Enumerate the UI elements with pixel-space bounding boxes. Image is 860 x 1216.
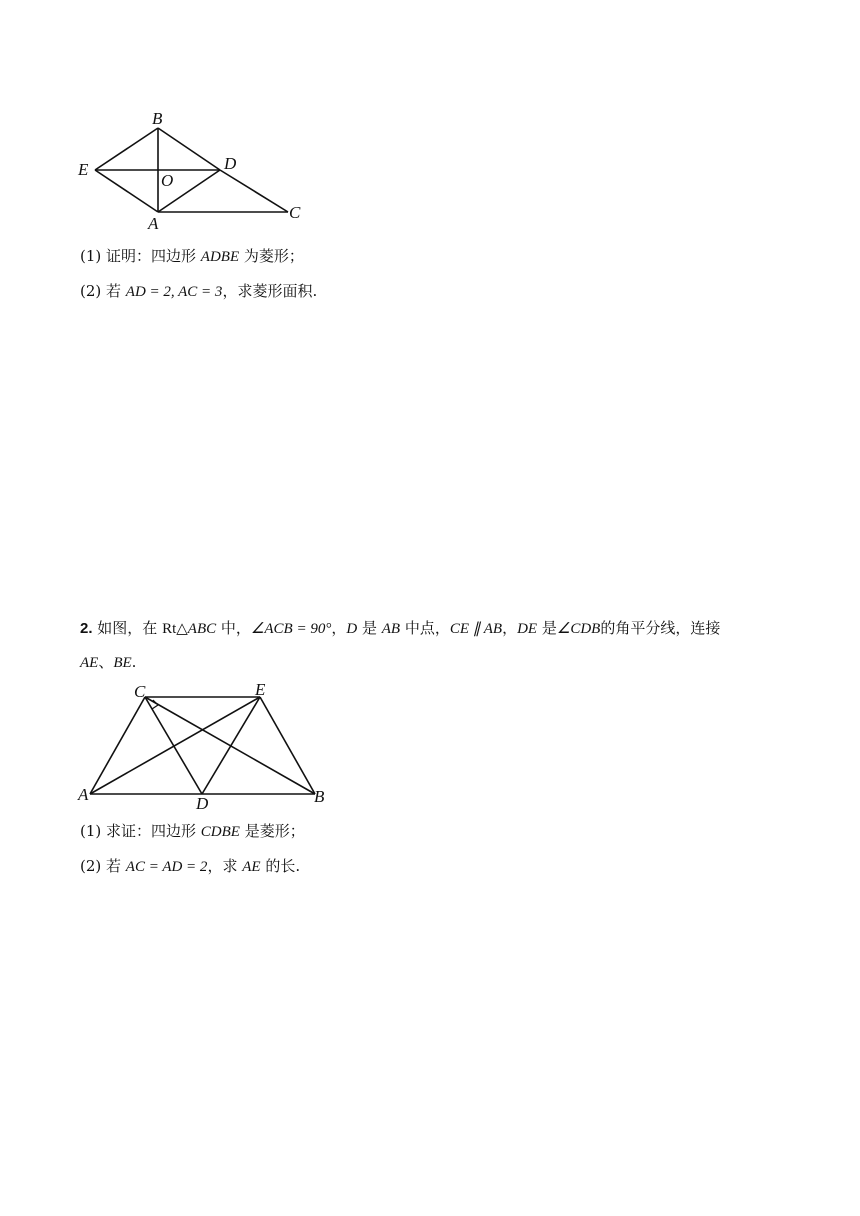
stem-math: AB bbox=[381, 621, 401, 637]
problem1-part2-prefix: (2) 若 bbox=[80, 282, 126, 300]
stem-math: ABC bbox=[187, 621, 217, 637]
stem-text: . bbox=[131, 653, 137, 671]
stem-text: 是 bbox=[537, 619, 557, 637]
label-B: B bbox=[314, 787, 325, 806]
problem1-part2-suffix: ，求菱形面积. bbox=[222, 282, 318, 300]
stem-math: ∠CDB bbox=[556, 621, 601, 637]
problem1-part1-prefix: (1) 证明：四边形 bbox=[80, 247, 201, 265]
label-D: D bbox=[224, 154, 237, 173]
stem-text: 如图，在 bbox=[97, 619, 163, 637]
problem2-part2-math2: AE bbox=[242, 859, 261, 875]
problem2-stem-line2 bbox=[80, 652, 136, 673]
problem2-part2-mid: ，求 bbox=[207, 857, 243, 875]
label-D: D bbox=[196, 794, 209, 813]
segment-EB bbox=[95, 128, 158, 170]
label-A: A bbox=[78, 785, 89, 804]
problem1-part2 bbox=[80, 281, 317, 302]
problem1-part2-math: AD = 2, AC = 3 bbox=[125, 284, 223, 300]
problem2-part2-suffix: 的长. bbox=[260, 857, 301, 875]
segment-AE bbox=[90, 697, 260, 794]
label-O: O bbox=[161, 171, 174, 190]
stem-text: 中， bbox=[216, 619, 251, 637]
label-A: A bbox=[148, 214, 159, 233]
stem-math: DE bbox=[517, 621, 538, 637]
problem1-part1-suffix: 为菱形； bbox=[239, 247, 304, 265]
stem-rt-triangle: Rt△ bbox=[162, 621, 188, 637]
segment-EA bbox=[95, 170, 158, 212]
stem-text: 是 bbox=[357, 619, 382, 637]
segment-CB bbox=[145, 697, 315, 794]
stem-text: 的角平分线，连接 bbox=[600, 619, 721, 637]
stem-text: 、 bbox=[98, 653, 114, 671]
label-E: E bbox=[255, 680, 266, 699]
stem-math: ∠ACB = 90° bbox=[250, 621, 332, 637]
stem-math: AE bbox=[80, 655, 99, 671]
stem-text: ， bbox=[331, 619, 347, 637]
label-E: E bbox=[78, 160, 89, 179]
problem2-part1-suffix: 是菱形； bbox=[239, 822, 305, 840]
problem1-part1-math: ADBE bbox=[200, 249, 240, 265]
problem1-part1 bbox=[80, 246, 304, 267]
label-C: C bbox=[289, 203, 301, 222]
label-B: B bbox=[152, 109, 163, 128]
stem-math: CE ∥ AB bbox=[449, 621, 503, 637]
segment-BD bbox=[158, 128, 220, 170]
problem2-stem-line1 bbox=[80, 618, 720, 639]
label-C: C bbox=[134, 682, 146, 701]
problem2-part1 bbox=[80, 821, 305, 842]
stem-text: 中点， bbox=[400, 619, 450, 637]
segment-DC bbox=[220, 170, 288, 212]
figure-1-rhombus-diagram bbox=[70, 105, 320, 235]
problem2-number: 2. bbox=[80, 620, 93, 637]
problem2-part1-prefix: (1) 求证：四边形 bbox=[80, 822, 201, 840]
stem-math: BE bbox=[113, 655, 132, 671]
problem2-part2 bbox=[80, 856, 300, 877]
stem-text: ， bbox=[502, 619, 518, 637]
problem2-part2-math: AC = AD = 2 bbox=[125, 859, 208, 875]
problem2-part2-prefix: (2) 若 bbox=[80, 857, 126, 875]
problem2-part1-math: CDBE bbox=[200, 824, 240, 840]
segment-EB bbox=[260, 697, 315, 794]
stem-math: D bbox=[346, 621, 358, 637]
segment-AC bbox=[90, 697, 145, 794]
figure-2-trapezoid-diagram bbox=[70, 678, 340, 813]
